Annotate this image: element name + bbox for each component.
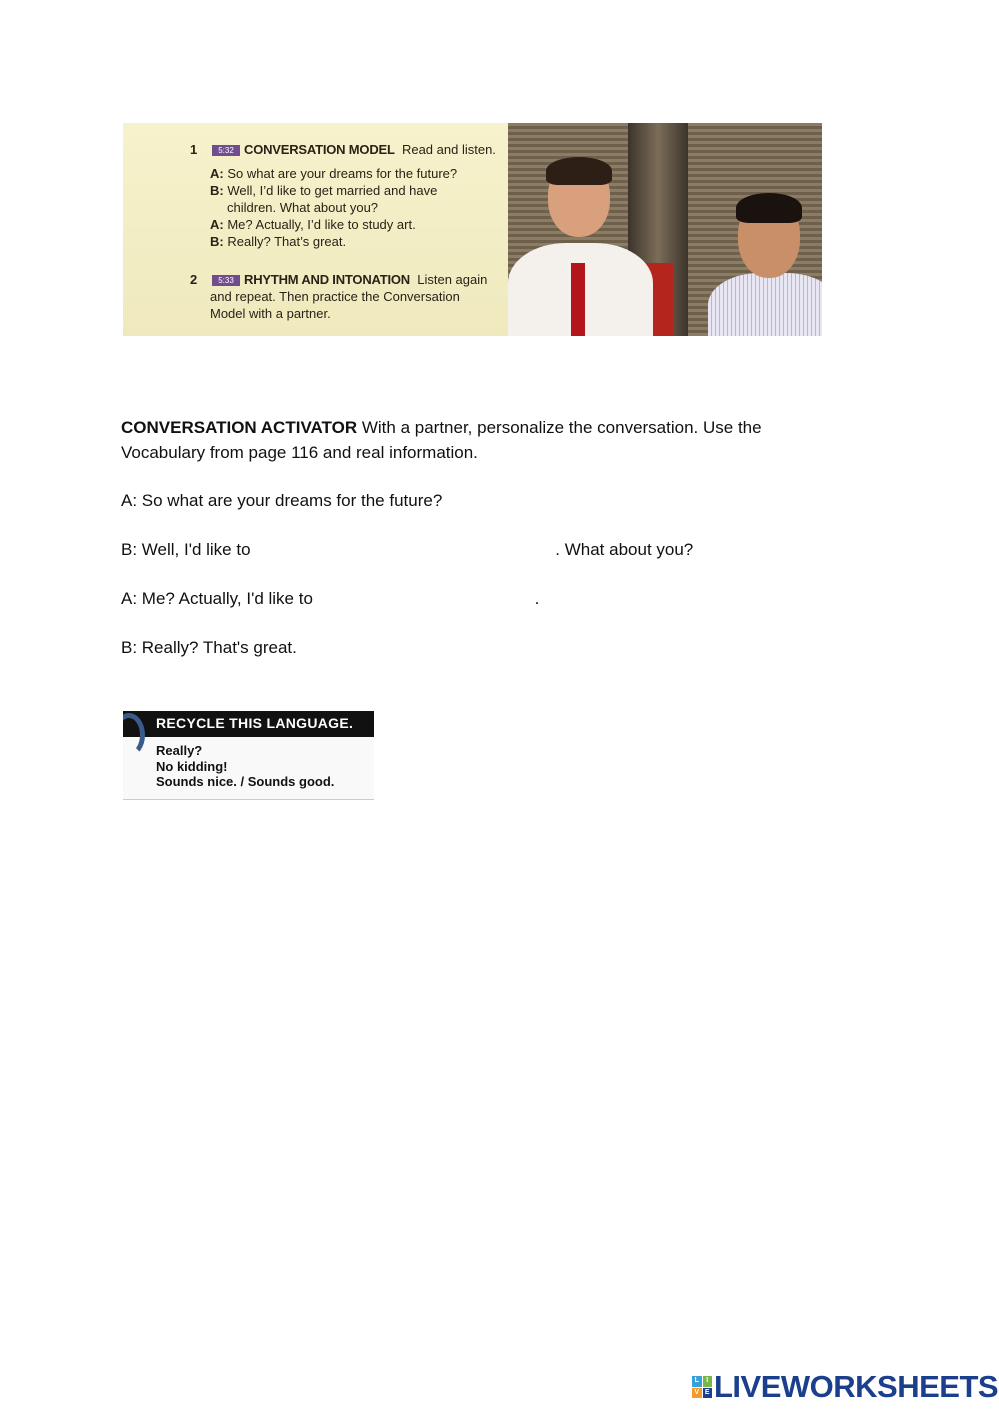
recycle-language-box [123, 711, 374, 800]
recycle-phrases [156, 743, 334, 790]
activator-heading: CONVERSATION ACTIVATOR [121, 418, 358, 437]
recycle-phrase: No kidding! [156, 758, 228, 774]
dialogue-line-3: A: Me? Actually, I'd like to . [121, 589, 540, 608]
model-line: children. What about you? [227, 200, 379, 215]
dialogue-line-2: B: Well, I'd like to . What about you? [121, 540, 694, 559]
answer-blank-2[interactable] [318, 588, 535, 608]
dialogue-line-1: A: So what are your dreams for the future? [121, 491, 443, 510]
audio-track-icon: 5:32 [212, 145, 240, 156]
item-1-heading: CONVERSATION MODEL [244, 142, 395, 157]
model-line: A: Me? Actually, I’d like to study art. [210, 217, 416, 232]
photo-two-men-talking [508, 123, 822, 336]
recycle-title: RECYCLE THIS LANGUAGE. [156, 715, 354, 731]
item-2-heading: RHYTHM AND INTONATION [244, 272, 410, 287]
answer-blank-1[interactable] [255, 539, 555, 559]
item-1-number: 1 [190, 142, 198, 157]
recycle-phrase: Sounds nice. / Sounds good. [156, 774, 335, 789]
banner-item-2: 2 5:33 RHYTHM AND INTONATION Listen again and repeat. Then practice the Conversation Model with a partner. [190, 272, 488, 321]
liveworksheets-logo[interactable] [692, 1370, 998, 1404]
logo-grid-icon: L I V E [692, 1376, 712, 1398]
model-line: A: So what are your dreams for the future? [210, 166, 458, 181]
audio-track-icon: 5:33 [212, 275, 240, 286]
recycle-phrase: Really? [156, 743, 203, 758]
model-line: B: Really? That’s great. [210, 234, 347, 249]
conversation-model [210, 165, 457, 250]
banner-item-1 [190, 141, 496, 158]
item-2-number: 2 [190, 272, 198, 287]
model-line: B: Well, I’d like to get married and have [210, 183, 438, 198]
dialogue-line-4: B: Really? That's great. [121, 638, 297, 657]
banner-text-pane [123, 123, 508, 336]
logo-text: LIVEWORKSHEETS [714, 1369, 999, 1404]
item-1-instruction: Read and listen. [401, 142, 496, 157]
activator-instructions: CONVERSATION ACTIVATOR With a partner, personalize the conversation. Use the Vocabulary from page 116 and real information. [121, 418, 762, 462]
textbook-banner-image [123, 123, 822, 336]
